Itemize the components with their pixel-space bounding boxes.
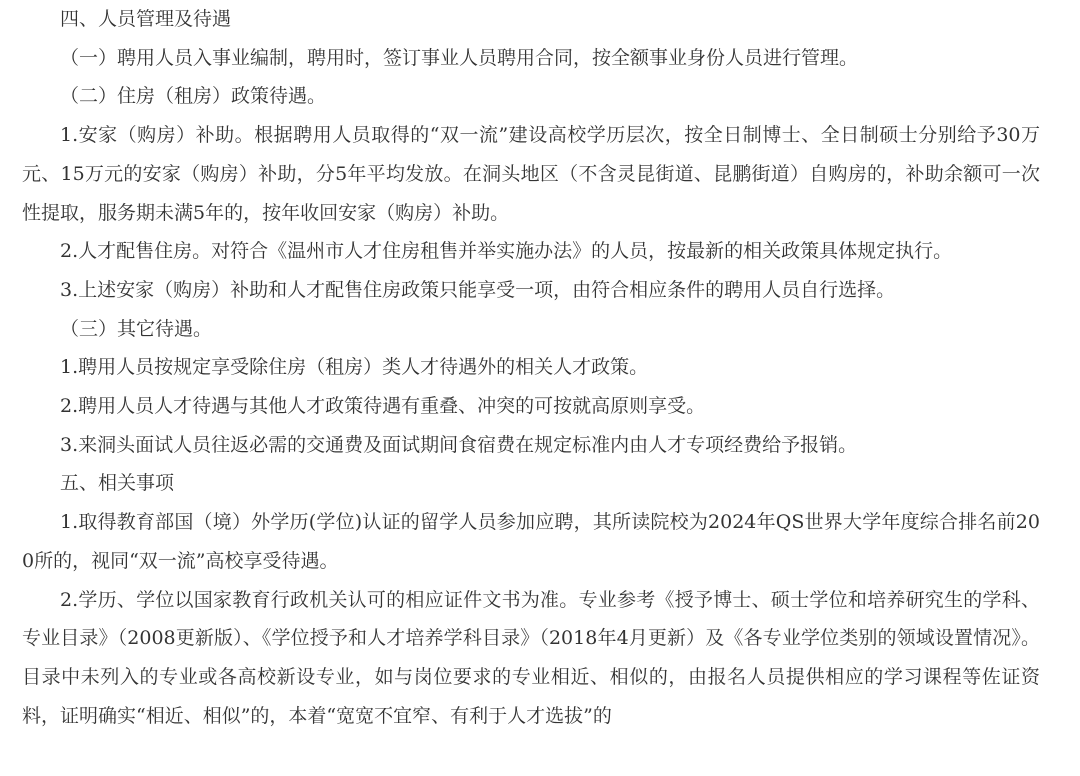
section-heading-related-matters: 五、相关事项 <box>60 472 175 495</box>
subheading-other-benefits: （三）其它待遇。 <box>60 317 213 340</box>
paragraph-overlapping-benefits: 2.聘用人员人才待遇与其他人才政策待遇有重叠、冲突的可按就高原则享受。 <box>60 395 706 418</box>
section-heading-staff-management: 四、人员管理及待遇 <box>60 8 232 30</box>
paragraph-talent-policies: 1.聘用人员按规定享受除住房（租房）类人才待遇外的相关人才政策。 <box>60 356 649 379</box>
paragraph-policy-choice: 3.上述安家（购房）补助和人才配售住房政策只能享受一项，由符合相应条件的聘用人员自行选择。 <box>60 278 896 301</box>
paragraph-talent-housing: 2.人才配售住房。对符合《温州市人才住房租售并举实施办法》的人员，按最新的相关政策具体规定执行。 <box>60 240 953 263</box>
subheading-housing-policy: （二）住房（租房）政策待遇。 <box>60 85 327 108</box>
paragraph-degree-certification: 2.学历、学位以国家教育行政机关认可的相应证件文书为准。专业参考《授予博士、硕士学位和培养研究生的学科、专业目录》（2008更新版）、《学位授予和人才培养学科目录》（2018年4月更新）及《各专业学位类别的领域设置情况》。目录中未列入的专业或各高校新设专业，如与岗位要求的专业相近、相似的，由报名人员提供相应的学习课程等佐证资料，证明确实“相近、相似”的，本着“宽宽不宜窄、有利于人才选拔”的 <box>22 588 1040 727</box>
paragraph-housing-subsidy: 1.安家（购房）补助。根据聘用人员取得的“双一流”建设高校学历层次，按全日制博士、全日制硕士分别给予30万元、15万元的安家（购房）补助，分5年平均发放。在洞头地区（不含灵昆街道、昆鹏街道）自购房的，补助余额可一次性提取，服务期未满5年的，按年收回安家（购房）补助。 <box>22 124 1040 224</box>
paragraph-overseas-degrees: 1.取得教育部国（境）外学历(学位)认证的留学人员参加应聘，其所读院校为2024年QS世界大学年度综合排名前200所的，视同“双一流”高校享受待遇。 <box>22 511 1040 572</box>
paragraph-employment-status: （一）聘用人员入事业编制，聘用时，签订事业人员聘用合同，按全额事业身份人员进行管理。 <box>60 46 859 69</box>
paragraph-interview-expenses: 3.来洞头面试人员往返必需的交通费及面试期间食宿费在规定标准内由人才专项经费给予报销。 <box>60 433 858 456</box>
